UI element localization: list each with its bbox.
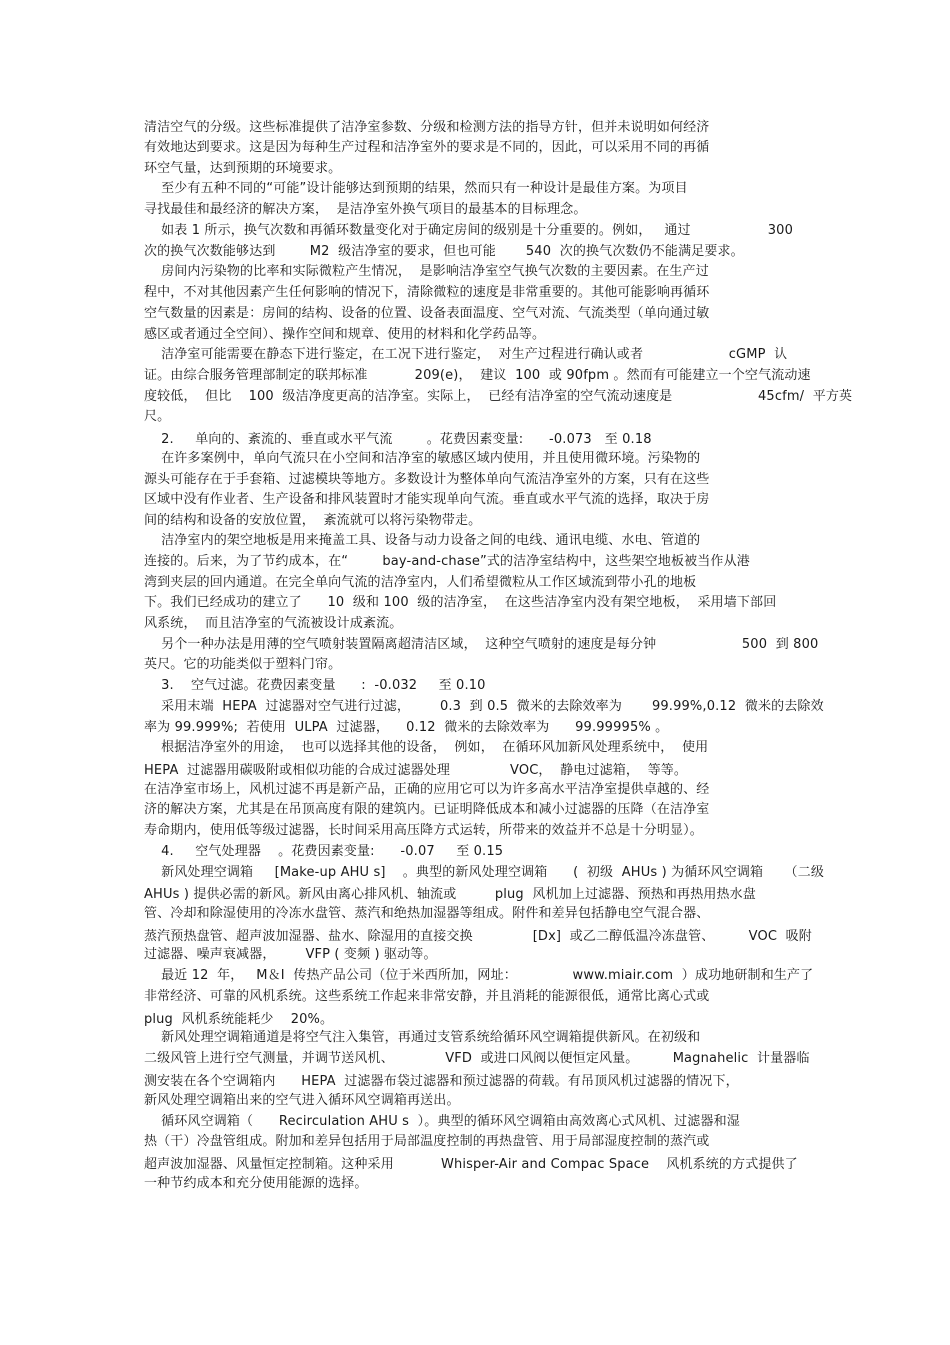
text-line: HEPA 过滤器用碳吸附或相似功能的合成过滤器处理 VOC， 静电过滤箱， 等等。 [144, 763, 688, 778]
text-line: 新风处理空调箱 [Make-up AHU s] 。典型的新风处理空调箱 ( 初级 AHUs ) 为循环风空调箱 （二级 [144, 865, 825, 880]
text-line: 在洁净室市场上，风机过滤不再是新产品，正确的应用它可以为许多高水平洁净室提供卓越的、经 [144, 782, 710, 797]
text-line: 如表 1 所示，换气次数和再循环数量变化对于确定房间的级别是十分重要的。例如， 通过 300 [144, 223, 794, 238]
text-line: 英尺。它的功能类似于塑料门帘。 [144, 657, 342, 672]
text-line: 洁净室内的架空地板是用来掩盖工具、设备与动力设备之间的电线、通讯电缆、水电、管道的 [144, 533, 701, 548]
text-line: 风系统， 而且洁净室的气流被设计成紊流。 [144, 616, 403, 631]
text-line: 度较低， 但比 100 级洁净度更高的洁净室。实际上， 已经有洁净室的空气流动速度是 45cfm/ 平方英 [144, 389, 853, 404]
text-line: 程中，不对其他因素产生任何影响的情况下，清除微粒的速度是非常重要的。其他可能影响再循环 [144, 285, 710, 300]
text-line: 区域中没有作业者、生产设备和排风装置时才能实现单向气流。垂直或水平气流的选择，取决于房 [144, 492, 710, 507]
text-line: 清洁空气的分级。这些标准提供了洁净室参数、分级和检测方法的指导方针，但并未说明如何经济 [144, 120, 710, 135]
text-line: 新风处理空调箱出来的空气进入循环风空调箱再送出。 [144, 1093, 460, 1108]
text-line: 寻找最佳和最经济的解决方案， 是洁净室外换气项目的最基本的目标理念。 [144, 202, 587, 217]
text-line: 济的解决方案，尤其是在吊顶高度有限的建筑内。已证明降低成本和减小过滤器的压降（在洁净室 [144, 802, 710, 817]
text-line: 管、冷却和除湿使用的冷冻水盘管、蒸汽和绝热加湿器等组成。附件和差异包括静电空气混合器、 [144, 906, 710, 921]
text-line: 非常经济、可靠的风机系统。这些系统工作起来非常安静，并且消耗的能源很低，通常比离心式或 [144, 989, 710, 1004]
text-line: 感区或者通过全空间）、操作空间和规章、使用的材料和化学药品等。 [144, 327, 546, 342]
text-line: 过滤器、噪声衰减器， VFP ( 变频 ) 驱动等。 [144, 947, 437, 962]
text-line: 至少有五种不同的“可能”设计能够达到预期的结果，然而只有一种设计是最佳方案。为项目 [144, 181, 688, 196]
text-line: 寿命期内，使用低等级过滤器，长时间采用高压降方式运转，所带来的效益并不总是十分明显）。 [144, 823, 703, 838]
text-line: 在许多案例中，单向气流只在小空间和洁净室的敏感区域内使用，并且使用微环境。污染物的 [144, 451, 701, 466]
text-line: 次的换气次数能够达到 M2 级洁净室的要求，但也可能 540 次的换气次数仍不能满足要求。 [144, 244, 744, 259]
text-line: 尺。 [144, 409, 171, 424]
text-line: 采用末端 HEPA 过滤器对空气进行过滤， 0.3 到 0.5 微米的去除效率为 99.99%,0.12 微米的去除效 [144, 699, 824, 714]
text-line: 房间内污染物的比率和实际微粒产生情况， 是影响洁净室空气换气次数的主要因素。在生产过 [144, 264, 709, 279]
text-line: 一种节约成本和充分使用能源的选择。 [144, 1176, 368, 1191]
text-line: 另个一种办法是用薄的空气喷射装置隔离超清洁区域， 这种空气喷射的速度是每分钟 500 到 800 [144, 637, 819, 652]
text-line: 环空气量，达到预期的环境要求。 [144, 161, 342, 176]
text-line: 连接的。后来，为了节约成本，在“ bay-and-chase”式的洁净室结构中，这些架空地板被当作从港 [144, 554, 750, 569]
text-line: 源头可能存在于手套箱、过滤模块等地方。多数设计为整体单向气流洁净室外的方案，只有在这些 [144, 472, 710, 487]
text-line: 有效地达到要求。这是因为每种生产过程和洁净室外的要求是不同的，因此，可以采用不同的再循 [144, 140, 710, 155]
text-line: 证。由综合服务管理部制定的联邦标准 209(e)， 建议 100 或 90fpm 。然而有可能建立一个空气流动速 [144, 368, 811, 383]
text-line: 蒸汽预热盘管、超声波加湿器、盐水、除湿用的直接交换 [Dx] 或乙二醇低温冷冻盘管、 VOC 吸附 [144, 929, 812, 944]
text-line: 测安装在各个空调箱内 HEPA 过滤器布袋过滤器和预过滤器的荷载。有吊顶风机过滤器的情况下， [144, 1074, 739, 1089]
text-line: plug 风机系统能耗少 20%。 [144, 1012, 334, 1027]
text-line: 新风处理空调箱通道是将空气注入集管，再通过支管系统给循环风空调箱提供新风。在初级和 [144, 1030, 701, 1045]
text-line: 间的结构和设备的安放位置， 紊流就可以将污染物带走。 [144, 513, 482, 528]
text-line: 二级风管上进行空气测量，并调节送风机、 VFD 或进口风阀以便恒定风量。 Magnahelic 计量器临 [144, 1051, 810, 1066]
text-line: 最近 12 年， M＆I 传热产品公司（位于米西所加，网址： www.miair.com ）成功地研制和生产了 [144, 968, 814, 983]
section-heading: 2. 单向的、紊流的、垂直或水平气流 。花费因素变量: -0.073 至 0.18 [144, 432, 652, 447]
text-line: 热（干）冷盘管组成。附加和差异包括用于局部温度控制的再热盘管、用于局部湿度控制的蒸汽或 [144, 1134, 710, 1149]
section-heading: 4. 空气处理器 。花费因素变量: -0.07 至 0.15 [144, 844, 504, 859]
text-line: 洁净室可能需要在静态下进行鉴定，在工况下进行鉴定， 对生产过程进行确认或者 cGMP 认 [144, 347, 788, 362]
section-heading: 3. 空气过滤。花费因素变量 : -0.032 至 0.10 [144, 678, 486, 693]
text-line: 率为 99.999%; 若使用 ULPA 过滤器， 0.12 微米的去除效率为 99.99995% 。 [144, 720, 669, 735]
text-line: 循环风空调箱（ Recirculation AHU s ）。典型的循环风空调箱由高效离心式风机、过滤器和湿 [144, 1114, 740, 1129]
text-line: 湾到夹层的回内通道。在完全单向气流的洁净室内，人们希望微粒从工作区域流到带小孔的地板 [144, 575, 697, 590]
text-line: AHUs ) 提供必需的新风。新风由离心排风机、轴流或 plug 风机加上过滤器、预热和再热用热水盘 [144, 887, 756, 902]
text-line: 空气数量的因素是：房间的结构、设备的位置、设备表面温度、空气对流、气流类型（单向通过敏 [144, 306, 710, 321]
text-line: 下。我们已经成功的建立了 10 级和 100 级的洁净室， 在这些洁净室内没有架空地板， 采用墙下部回 [144, 595, 777, 610]
text-line: 超声波加湿器、风量恒定控制箱。这种采用 Whisper-Air and Compac Space 风机系统的方式提供了 [144, 1157, 798, 1172]
text-line: 根据洁净室外的用途， 也可以选择其他的设备， 例如， 在循环风加新风处理系统中， 使用 [144, 740, 709, 755]
